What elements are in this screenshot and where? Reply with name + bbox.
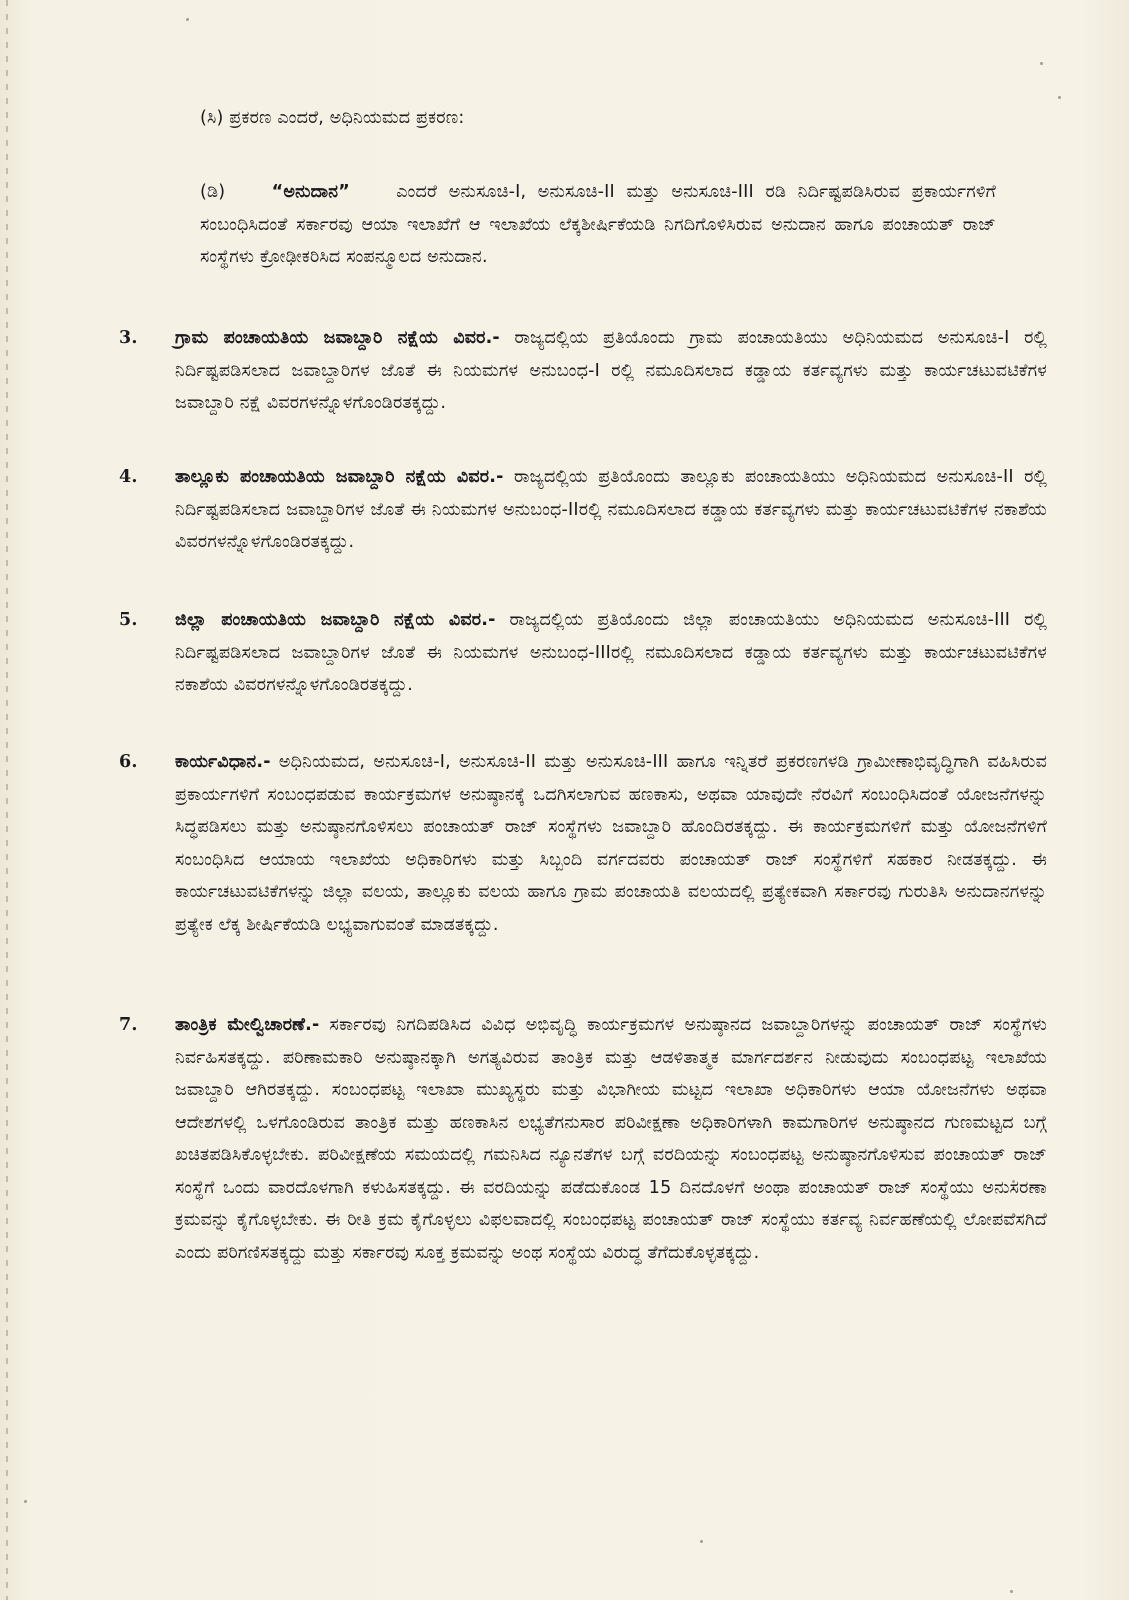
section-7	[119, 1009, 1047, 1269]
section-number: 7.	[119, 1015, 138, 1035]
section-4	[119, 461, 1047, 559]
scan-speck	[1040, 62, 1043, 65]
clause-d-term: “ಅನುದಾನ”	[271, 182, 350, 202]
section-number: 5.	[119, 610, 138, 630]
section-5	[119, 604, 1048, 702]
section-heading: ಗ್ರಾಮ ಪಂಚಾಯತಿಯ ಜವಾಬ್ದಾರಿ ನಕ್ಷೆಯ ವಿವರ.-	[175, 328, 500, 348]
section-heading: ಕಾರ್ಯವಿಧಾನ.-	[175, 752, 271, 772]
section-text: ಸರ್ಕಾರವು ನಿಗದಿಪಡಿಸಿದ ವಿವಿಧ ಅಭಿವೃದ್ಧಿ ಕಾರ್ಯಕ್ರಮಗಳ ಅನುಷ್ಠಾನದ ಜವಾಬ್ದಾರಿಗಳನ್ನು ಪಂಚಾಯತ್ ರಾಜ್ ಸಂಸ್ಥೆಗಳು ನಿರ್ವಹಿಸತಕ್ಕದ್ದು. ಪರಿಣಾಮಕಾರಿ ಅನುಷ್ಠಾನಕ್ಕಾಗಿ ಅಗತ್ಯವಿರುವ ತಾಂತ್ರಿಕ ಮತ್ತು ಆಡಳಿತಾತ್ಮಕ ಮಾರ್ಗದರ್ಶನ ನೀಡುವುದು ಸಂಬಂಧಪಟ್ಟ ಇಲಾಖೆಯ ಜವಾಬ್ದಾರಿ ಆಗಿರತಕ್ಕದ್ದು. ಸಂಬಂಧಪಟ್ಟ ಇಲಾಖಾ ಮುಖ್ಯಸ್ಥರು ಮತ್ತು ವಿಭಾಗೀಯ ಮಟ್ಟದ ಇಲಾಖಾ ಅಧಿಕಾರಿಗಳು ಆಯಾ ಯೋಜನೆಗಳು ಅಥವಾ ಆದೇಶಗಳಲ್ಲಿ ಒಳಗೊಂಡಿರುವ ತಾಂತ್ರಿಕ ಮತ್ತು ಹಣಕಾಸಿನ ಲಭ್ಯತೆಗನುಸಾರ ಪರಿವೀಕ್ಷಣಾ ಅಧಿಕಾರಿಗಳಾಗಿ ಕಾಮಗಾರಿಗಳ ಅನುಷ್ಠಾನದ ಗುಣಮಟ್ಟದ ಬಗ್ಗೆ ಖಚಿತಪಡಿಸಿಕೊಳ್ಳಬೇಕು. ಪರಿವೀಕ್ಷಣೆಯ ಸಮಯದಲ್ಲಿ ಗಮನಿಸಿದ ನ್ಯೂನತೆಗಳ ಬಗ್ಗೆ ವರದಿಯನ್ನು ಸಂಬಂಧಪಟ್ಟ ಅನುಷ್ಠಾನಗೊಳಿಸುವ ಪಂಚಾಯತ್ ರಾಜ್ ಸಂಸ್ಥೆಗೆ ಒಂದು ವಾರದೊಳಗಾಗಿ ಕಳುಹಿಸತಕ್ಕದ್ದು. ಈ ವರದಿಯನ್ನು ಪಡೆದುಕೊಂಡ 15 ದಿನದೊಳಗೆ ಅಂಥಾ ಪಂಚಾಯತ್ ರಾಜ್ ಸಂಸ್ಥೆಯು ಅನುಸರಣಾ ಕ್ರಮವನ್ನು ಕೈಗೊಳ್ಳಬೇಕು. ಈ ರೀತಿ ಕ್ರಮ ಕೈಗೊಳ್ಳಲು ವಿಫಲವಾದಲ್ಲಿ ಸಂಬಂಧಪಟ್ಟ ಪಂಚಾಯತ್ ರಾಜ್ ಸಂಸ್ಥೆಯು ಕರ್ತವ್ಯ ನಿರ್ವಹಣೆಯಲ್ಲಿ ಲೋಪವೆಸಗಿದೆ ಎಂದು ಪರಿಗಣಿಸತಕ್ಕದ್ದು ಮತ್ತು ಸರ್ಕಾರವು ಸೂಕ್ತ ಕ್ರಮವನ್ನು ಅಂಥ ಸಂಸ್ಥೆಯ ವಿರುದ್ಧ ತೆಗೆದುಕೊಳ್ಳತಕ್ಕದ್ದು.	[175, 1015, 1047, 1263]
section-text: ರಾಜ್ಯದಲ್ಲಿಯ ಪ್ರತಿಯೊಂದು ತಾಲ್ಲೂಕು ಪಂಚಾಯತಿಯು ಅಧಿನಿಯಮದ ಅನುಸೂಚಿ-II ರಲ್ಲಿ ನಿರ್ದಿಷ್ಟಪಡಿಸಲಾದ ಜವಾಬ್ದಾರಿಗಳ ಜೊತೆ ಈ ನಿಯಮಗಳ ಅನುಬಂಧ-IIರಲ್ಲಿ ನಮೂದಿಸಲಾದ ಕಡ್ಡಾಯ ಕರ್ತವ್ಯಗಳು ಮತ್ತು ಕಾರ್ಯಚಟುವಟಿಕೆಗಳ ನಕಾಶೆಯ ವಿವರಗಳನ್ನೊಳಗೊಂಡಿರತಕ್ಕದ್ದು.	[175, 467, 1047, 552]
scan-speck	[1058, 96, 1061, 99]
section-3	[119, 322, 1047, 420]
section-heading: ತಾಂತ್ರಿಕ ಮೇಲ್ವಿಚಾರಣೆ.-	[175, 1015, 320, 1035]
scan-speck	[700, 1540, 703, 1543]
clause-c: (ಸಿ) ಪ್ರಕರಣ ಎಂದರೆ, ಅಧಿನಿಯಮದ ಪ್ರಕರಣ:	[200, 108, 465, 128]
section-text: ರಾಜ್ಯದಲ್ಲಿಯ ಪ್ರತಿಯೊಂದು ಜಿಲ್ಲಾ ಪಂಚಾಯತಿಯು ಅಧಿನಿಯಮದ ಅನುಸೂಚಿ-III ರಲ್ಲಿ ನಿರ್ದಿಷ್ಟಪಡಿಸಲಾದ ಜವಾಬ್ದಾರಿಗಳ ಜೊತೆ ಈ ನಿಯಮಗಳ ಅನುಬಂಧ-IIIರಲ್ಲಿ ನಮೂದಿಸಲಾದ ಕಡ್ಡಾಯ ಕರ್ತವ್ಯಗಳು ಮತ್ತು ಕಾರ್ಯಚಟುವಟಿಕೆಗಳ ನಕಾಶೆಯ ವಿವರಗಳನ್ನೊಳಗೊಂಡಿರತಕ್ಕದ್ದು.	[175, 610, 1048, 695]
section-number: 3.	[119, 328, 138, 348]
section-text: ಅಧಿನಿಯಮದ, ಅನುಸೂಚಿ-I, ಅನುಸೂಚಿ-II ಮತ್ತು ಅನುಸೂಚಿ-III ಹಾಗೂ ಇನ್ನಿತರೆ ಪ್ರಕರಣಗಳಡಿ ಗ್ರಾಮೀಣಾಭಿವೃದ್ಧಿಗಾಗಿ ವಹಿಸಿರುವ ಪ್ರಕಾರ್ಯಗಳಿಗೆ ಸಂಬಂಧಪಡುವ ಕಾರ್ಯಕ್ರಮಗಳ ಅನುಷ್ಠಾನಕ್ಕೆ ಒದಗಿಸಲಾಗುವ ಹಣಕಾಸು, ಅಥವಾ ಯಾವುದೇ ನೆರವಿಗೆ ಸಂಬಂಧಿಸಿದಂತೆ ಯೋಜನೆಗಳನ್ನು ಸಿದ್ಧಪಡಿಸಲು ಮತ್ತು ಅನುಷ್ಠಾನಗೊಳಿಸಲು ಪಂಚಾಯತ್ ರಾಜ್ ಸಂಸ್ಥೆಗಳು ಜವಾಬ್ದಾರಿ ಹೊಂದಿರತಕ್ಕದ್ದು. ಈ ಕಾರ್ಯಕ್ರಮಗಳಿಗೆ ಮತ್ತು ಯೋಜನೆಗಳಿಗೆ ಸಂಬಂಧಿಸಿದ ಆಯಾಯ ಇಲಾಖೆಯ ಅಧಿಕಾರಿಗಳು ಮತ್ತು ಸಿಬ್ಬಂದಿ ವರ್ಗದವರು ಪಂಚಾಯತ್ ರಾಜ್ ಸಂಸ್ಥೆಗಳಿಗೆ ಸಹಕಾರ ನೀಡತಕ್ಕದ್ದು. ಈ ಕಾರ್ಯಚಟುವಟಿಕೆಗಳನ್ನು ಜಿಲ್ಲಾ ವಲಯ, ತಾಲ್ಲೂಕು ವಲಯ ಹಾಗೂ ಗ್ರಾಮ ಪಂಚಾಯತಿ ವಲಯದಲ್ಲಿ ಪ್ರತ್ಯೇಕವಾಗಿ ಸರ್ಕಾರವು ಗುರುತಿಸಿ ಅನುದಾನಗಳನ್ನು ಪ್ರತ್ಯೇಕ ಲೆಕ್ಕ ಶೀರ್ಷಿಕೆಯಡಿ ಲಭ್ಯವಾಗುವಂತೆ ಮಾಡತಕ್ಕದ್ದು.	[175, 752, 1048, 935]
section-heading: ಜಿಲ್ಲಾ ಪಂಚಾಯತಿಯ ಜವಾಬ್ದಾರಿ ನಕ್ಷೆಯ ವಿವರ.-	[175, 610, 496, 630]
section-6	[119, 746, 1048, 941]
section-heading: ತಾಲ್ಲೂಕು ಪಂಚಾಯತಿಯ ಜವಾಬ್ದಾರಿ ನಕ್ಷೆಯ ವಿವರ.-	[175, 467, 504, 487]
clause-d-label: (ಡಿ)	[200, 182, 226, 202]
scan-speck	[24, 1500, 27, 1503]
clause-d-text: ಎಂದರೆ ಅನುಸೂಚಿ-I, ಅನುಸೂಚಿ-II ಮತ್ತು ಅನುಸೂಚಿ-III ರಡಿ ನಿರ್ದಿಷ್ಟಪಡಿಸಿರುವ ಪ್ರಕಾರ್ಯಗಳಿಗೆ ಸಂಬಂಧಿಸಿದಂತೆ ಸರ್ಕಾರವು ಆಯಾ ಇಲಾಖೆಗೆ ಆ ಇಲಾಖೆಯ ಲೆಕ್ಕಶೀರ್ಷಿಕೆಯಡಿ ನಿಗದಿಗೊಳಿಸಿರುವ ಅನುದಾನ ಹಾಗೂ ಪಂಚಾಯತ್ ರಾಜ್ ಸಂಸ್ಥೆಗಳು ಕ್ರೋಢೀಕರಿಸಿದ ಸಂಪನ್ಮೂಲದ ಅನುದಾನ.	[200, 182, 996, 267]
section-text: ರಾಜ್ಯದಲ್ಲಿಯ ಪ್ರತಿಯೊಂದು ಗ್ರಾಮ ಪಂಚಾಯತಿಯು ಅಧಿನಿಯಮದ ಅನುಸೂಚಿ-I ರಲ್ಲಿ ನಿರ್ದಿಷ್ಟಪಡಿಸಲಾದ ಜವಾಬ್ದಾರಿಗಳ ಜೊತೆ ಈ ನಿಯಮಗಳ ಅನುಬಂಧ-I ರಲ್ಲಿ ನಮೂದಿಸಲಾದ ಕಡ್ಡಾಯ ಕರ್ತವ್ಯಗಳು ಮತ್ತು ಕಾರ್ಯಚಟುವಟಿಕೆಗಳ ಜವಾಬ್ದಾರಿ ನಕ್ಷೆ ವಿವರಗಳನ್ನೊಳಗೊಂಡಿರತಕ್ಕದ್ದು.	[175, 328, 1047, 413]
scan-speck	[1010, 1590, 1013, 1593]
section-number: 6.	[119, 752, 138, 772]
clause-d	[200, 176, 996, 274]
scan-edge	[6, 0, 8, 1600]
section-number: 4.	[119, 467, 138, 487]
scan-speck	[186, 18, 189, 21]
